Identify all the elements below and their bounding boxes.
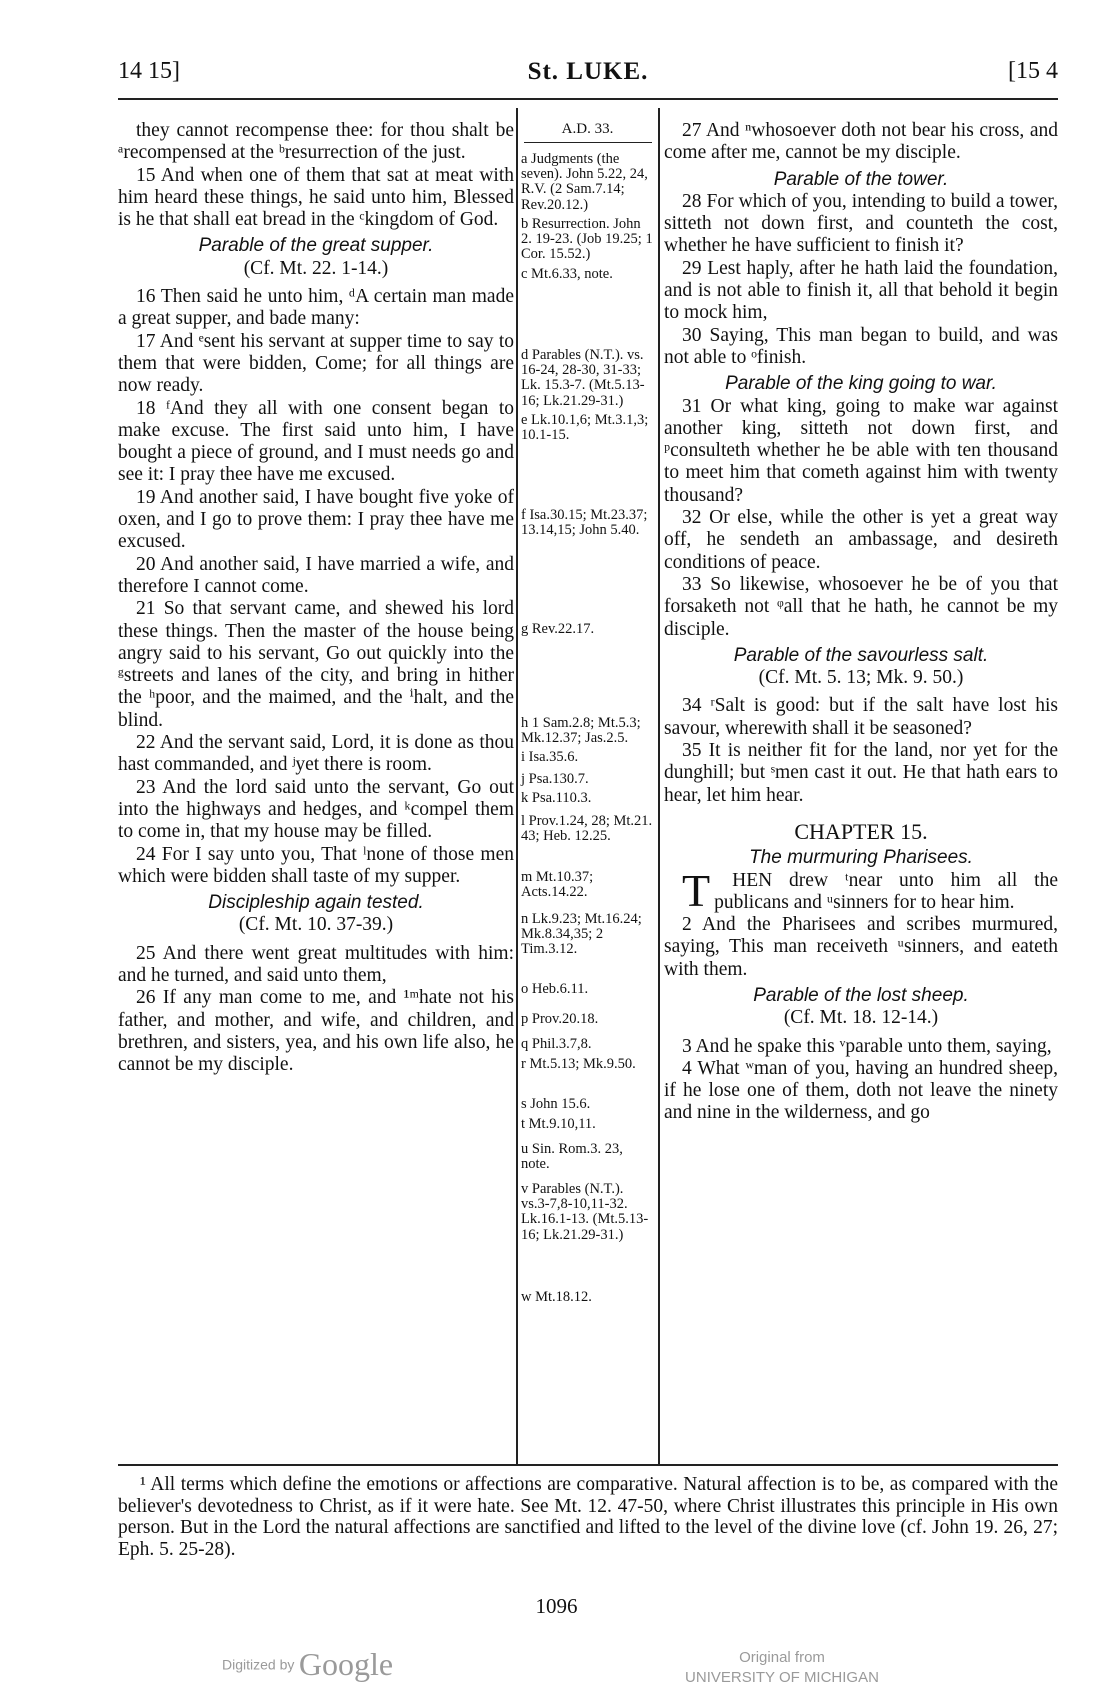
institution-label: UNIVERSITY OF MICHIGAN bbox=[685, 1669, 879, 1686]
drop-cap: T bbox=[682, 864, 711, 916]
original-from-label: Original from bbox=[739, 1649, 825, 1666]
verse-paragraph: 3 And he spake this ᵛparable unto them, saying, bbox=[682, 1035, 1052, 1057]
marginal-reference: p Prov.20.18. bbox=[521, 1011, 599, 1027]
marginal-reference: g Rev.22.17. bbox=[521, 621, 595, 637]
marginal-reference: j Psa.130.7. bbox=[521, 771, 589, 787]
header-chapter-verse-right: [15 4 bbox=[1008, 58, 1058, 84]
marginal-reference: r Mt.5.13; Mk.9.50. bbox=[521, 1056, 636, 1072]
cross-reference-line: (Cf. Mt. 10. 37-39.) bbox=[238, 914, 394, 936]
cross-reference-line: (Cf. Mt. 18. 12-14.) bbox=[783, 1007, 939, 1029]
verse-paragraph: 16 Then said he unto him, ᵈA certain man made a great supper, and bade many: bbox=[118, 286, 514, 330]
section-heading: Parable of the king going to war. bbox=[725, 373, 997, 395]
marginal-reference: b Resurrection. John 2. 19-23. (Job 19.25; 1 Cor. 15.52.) bbox=[521, 216, 653, 263]
verse-paragraph: 28 For which of you, intending to build a tower, sitteth not down first, and counteth the cost, whether he have sufficient to finish it? bbox=[664, 190, 1058, 257]
marginal-reference: s John 15.6. bbox=[521, 1096, 591, 1112]
marginal-reference: i Isa.35.6. bbox=[521, 749, 579, 765]
marginal-reference: n Lk.9.23; Mt.16.24; Mk.8.34,35; 2 Tim.3.12. bbox=[521, 911, 642, 958]
verse-paragraph: 26 If any man come to me, and ¹ᵐhate not his father, and mother, and wife, and children, and brethren, and sisters, yea, and his own life also, he cannot be my disciple. bbox=[118, 987, 514, 1076]
section-heading: Parable of the tower. bbox=[773, 168, 949, 190]
right-text-column bbox=[664, 120, 1058, 1125]
column-divider-left bbox=[516, 108, 518, 1464]
verse-paragraph: 17 And ᵉsent his servant at supper time to say to them that were bidden, Come; for all things are now ready. bbox=[118, 330, 514, 397]
page-number: 1096 bbox=[535, 1594, 578, 1618]
section-heading: Parable of the savourless salt. bbox=[733, 644, 989, 666]
verse-paragraph: 27 And ⁿwhosoever doth not bear his cross, and come after me, cannot be my disciple. bbox=[664, 120, 1058, 164]
marginal-reference: c Mt.6.33, note. bbox=[521, 266, 613, 282]
verse-paragraph: 19 And another said, I have bought five yoke of oxen, and I go to prove them: I pray thee have me excused. bbox=[118, 486, 514, 553]
marginal-reference: m Mt.10.37; Acts.14.22. bbox=[521, 869, 594, 901]
verse-paragraph: 22 And the servant said, Lord, it is done as thou hast commanded, and ʲyet there is room. bbox=[118, 732, 514, 776]
section-heading: Discipleship again tested. bbox=[208, 892, 424, 914]
verse-paragraph: 32 Or else, while the other is yet a great way off, he sendeth an ambassage, and desireth conditions of peace. bbox=[664, 507, 1058, 573]
digitized-by-label: Digitized by bbox=[222, 1656, 295, 1673]
verse-paragraph: 23 And the lord said unto the servant, Go out into the highways and hedges, and ᵏcompel them to come in, that my house may be filled. bbox=[118, 776, 514, 843]
cross-reference-line: (Cf. Mt. 5. 13; Mk. 9. 50.) bbox=[758, 667, 964, 689]
ad-underline bbox=[524, 142, 652, 143]
verse-paragraph: 33 So likewise, whosoever he be of you that forsaketh not ᵠall that he hath, he cannot be my disciple. bbox=[664, 573, 1058, 640]
verse-paragraph: 25 And there went great multitudes with him: and he turned, and said unto them, bbox=[118, 942, 514, 986]
verse-paragraph: 20 And another said, I have married a wife, and therefore I cannot come. bbox=[118, 553, 514, 597]
header-book-title: St. LUKE. bbox=[527, 58, 649, 85]
verse-paragraph: 2 And the Pharisees and scribes murmured, saying, This man receiveth ᵘsinners, and eateth with them. bbox=[664, 914, 1058, 980]
marginal-references-column bbox=[519, 121, 656, 1305]
verse-paragraph: 15 And when one of them that sat at meat with him heard these things, he said unto him, Blessed is he that shall eat bread in the ᶜkingdom of God. bbox=[118, 164, 514, 231]
marginal-reference: a Judgments (the seven). John 5.22, 24, R.V. (2 Sam.7.14; Rev.20.12.) bbox=[521, 151, 648, 213]
chapter-heading: CHAPTER 15. bbox=[794, 818, 928, 844]
footnote-rule bbox=[118, 1464, 1058, 1466]
verse-paragraph: 35 It is neither fit for the land, nor yet for the dunghill; but ˢmen cast it out. He that hath ears to hear, let him hear. bbox=[664, 740, 1058, 806]
column-divider-right bbox=[658, 108, 660, 1464]
marginal-reference: d Parables (N.T.). vs. 16-24, 28-30, 31-33; Lk. 15.3-7. (Mt.5.13-16; Lk.21.29-31.) bbox=[521, 347, 645, 409]
verse-paragraph: 24 For I say unto you, That ˡnone of those men which were bidden shall taste of my supper. bbox=[118, 843, 514, 887]
marginal-reference: o Heb.6.11. bbox=[521, 981, 589, 997]
section-heading: The murmuring Pharisees. bbox=[749, 847, 973, 869]
verse-paragraph: 31 Or what king, going to make war against another king, sitteth not down first, and ᵖconsulteth whether he be able with ten thousand to meet him that cometh against him with twenty thousand? bbox=[664, 395, 1058, 506]
section-heading: Parable of the great supper. bbox=[198, 235, 434, 257]
marginal-reference: e Lk.10.1,6; Mt.3.1,3; 10.1-15. bbox=[521, 412, 649, 444]
marginal-reference: f Isa.30.15; Mt.23.37; 13.14,15; John 5.40. bbox=[521, 507, 648, 539]
original-source-watermark bbox=[672, 1648, 892, 1688]
footnote: ¹ All terms which define the emotions or affections are comparative. Natural affection is to be, as compared with the believer's devotedness to Christ, as if it were hate. See Mt. 12. 47-50, where Christ illustrates this principle in His own person. But in the Lord the natural affections are sanctified and lifted to the level of the divine love (cf. John 19. 26, 27; Eph. 5. 25-28). bbox=[118, 1474, 1058, 1560]
marginal-reference: w Mt.18.12. bbox=[521, 1289, 592, 1305]
marginal-reference: v Parables (N.T.). vs.3-7,8-10,11-32. Lk.16.1-13. (Mt.5.13-16; Lk.21.29-31.) bbox=[521, 1181, 649, 1243]
verse-paragraph: 30 Saying, This man began to build, and was not able to ᵒfinish. bbox=[664, 324, 1058, 368]
verse-text: HEN drew ᵗnear unto him all the publicans and ᵘsinners for to hear him. bbox=[714, 869, 1058, 913]
verse-paragraph: they cannot recompense thee: for thou shalt be ᵃrecompensed at the ᵇresurrection of the just. bbox=[118, 120, 514, 164]
verse-paragraph bbox=[664, 864, 1058, 916]
verse-paragraph: 21 So that servant came, and shewed his lord these things. Then the master of the house being angry said to his servant, Go out quickly into the ᵍstreets and lanes of the city, and bring in hither the ʰpoor, and the maimed, and the ⁱhalt, and the blind. bbox=[118, 598, 514, 731]
marginal-reference: h 1 Sam.2.8; Mt.5.3; Mk.12.37; Jas.2.5. bbox=[521, 715, 641, 747]
digitized-by-watermark bbox=[222, 1646, 393, 1683]
verse-paragraph: 34 ʳSalt is good: but if the salt have lost his savour, wherewith shall it be seasoned? bbox=[664, 695, 1058, 739]
verse-paragraph: 29 Lest haply, after he hath laid the foundation, and is not able to finish it, all that behold it begin to mock him, bbox=[664, 257, 1058, 324]
cross-reference-line: (Cf. Mt. 22. 1-14.) bbox=[243, 257, 389, 279]
google-logo: Google bbox=[298, 1646, 394, 1682]
header-chapter-verse-left: 14 15] bbox=[118, 58, 180, 84]
section-heading: Parable of the lost sheep. bbox=[753, 984, 969, 1006]
verse-paragraph: 18 ᶠAnd they all with one consent began to make excuse. The first said unto him, I have bought a piece of ground, and I must needs go and see it: I pray thee have me excused. bbox=[118, 397, 514, 486]
running-header bbox=[118, 58, 1058, 98]
header-rule bbox=[118, 98, 1058, 100]
marginal-reference: k Psa.110.3. bbox=[521, 790, 592, 806]
marginal-reference: t Mt.9.10,11. bbox=[521, 1116, 596, 1132]
left-text-column bbox=[118, 120, 514, 1076]
marginal-reference: l Prov.1.24, 28; Mt.21. 43; Heb. 12.25. bbox=[521, 813, 653, 845]
year-marker: A.D. 33. bbox=[561, 121, 614, 137]
verse-paragraph: 4 What ʷman of you, having an hundred sheep, if he lose one of them, doth not leave the ninety and nine in the wilderness, and go bbox=[664, 1057, 1058, 1124]
marginal-reference: q Phil.3.7,8. bbox=[521, 1036, 592, 1052]
marginal-reference: u Sin. Rom.3. 23, note. bbox=[521, 1141, 623, 1173]
